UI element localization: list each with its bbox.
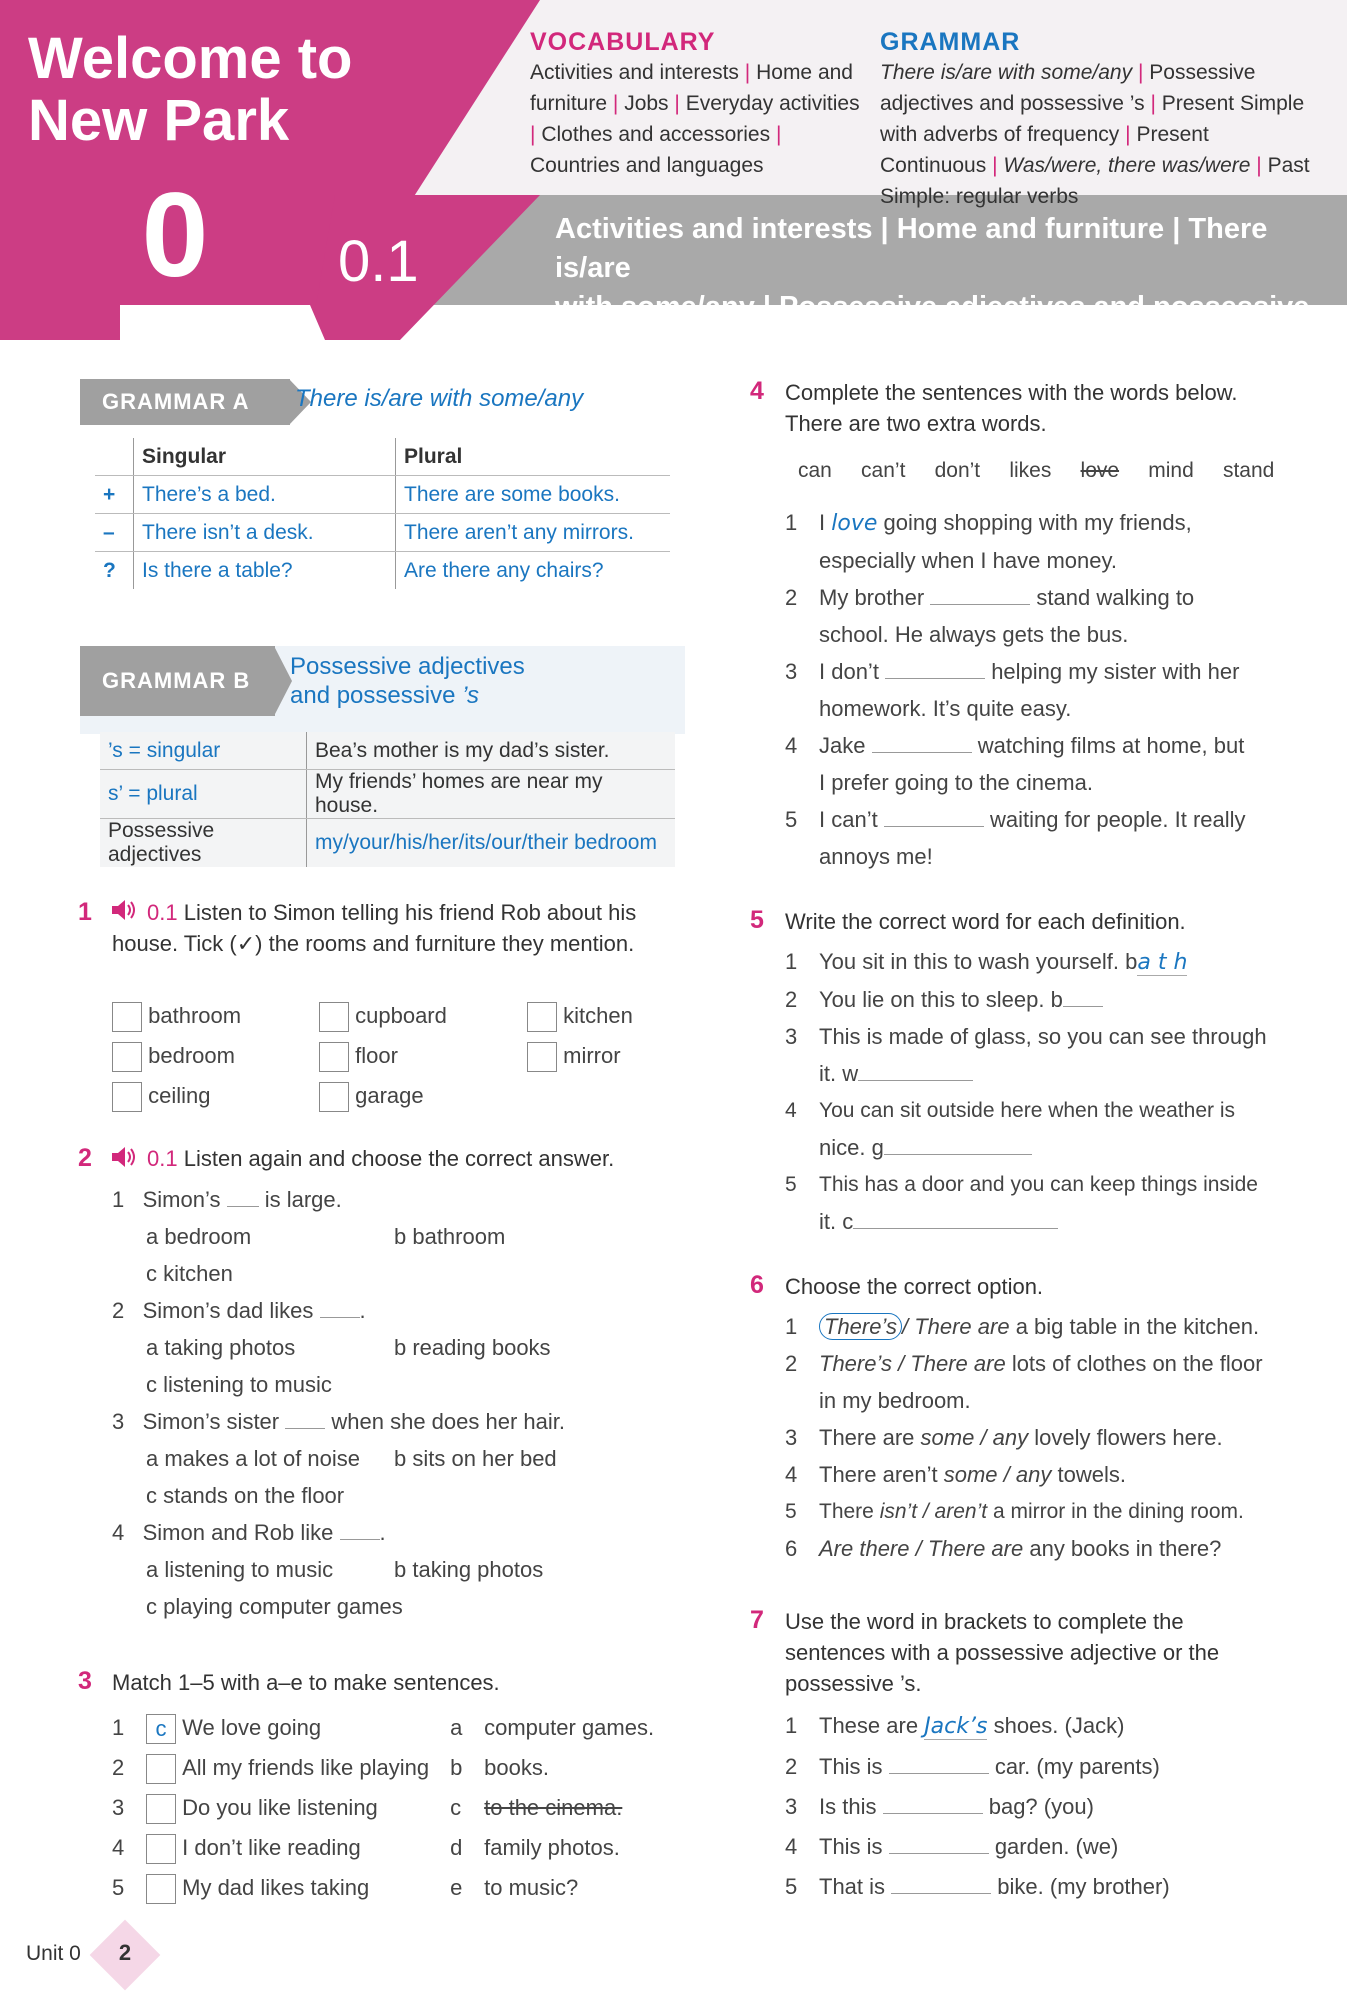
option-item: 5 There isn’t / aren’t a mirror in the dining room.	[785, 1500, 1244, 1523]
sentence-item: 3 I don’t helping my sister with her	[785, 659, 1240, 684]
option-a[interactable]: a taking photos	[146, 1335, 296, 1360]
sentence-item: 2 My brother stand walking to	[785, 585, 1195, 610]
ex5-instruction: Write the correct word for each definition.	[785, 909, 1186, 934]
answer-box[interactable]	[146, 1834, 176, 1864]
choice-text[interactable]: isn’t / aren’t	[879, 1500, 988, 1523]
option-b[interactable]: b bathroom	[394, 1224, 506, 1249]
table-row: ? Is there a table? Are there any chairs?	[95, 552, 670, 590]
ex3-instruction: Match 1–5 with a–e to make sentences.	[112, 1670, 500, 1695]
footer-unit-label: Unit 0	[26, 1942, 81, 1965]
option-b[interactable]: b reading books	[394, 1335, 551, 1360]
checkbox-item[interactable]: kitchen	[527, 997, 633, 1034]
ex6-instruction: Choose the correct option.	[785, 1274, 1044, 1299]
answer-box[interactable]: c	[146, 1714, 176, 1744]
ex3-match	[112, 1708, 702, 1908]
ex7-number: 7	[750, 1606, 764, 1634]
definition-item: 2 You lie on this to sleep. b	[785, 981, 1305, 1018]
option-item: 4 There aren’t some / any towels.	[785, 1462, 1126, 1487]
table-row: – There isn’t a desk. There aren’t any mirrors.	[95, 514, 670, 552]
option-a[interactable]: a bedroom	[146, 1224, 252, 1249]
match-row: 4 I don’t like reading d family photos.	[112, 1828, 702, 1868]
grammar-a-table	[95, 438, 670, 589]
answer-text: a t h	[1137, 950, 1188, 975]
definition-item: 1 You sit in this to wash yourself. ba t h	[785, 949, 1188, 975]
grammar-heading: GRAMMAR	[880, 28, 1021, 56]
ex1-instruction: 0.1 Listen to Simon telling his friend Rob about his house. Tick (✓) the rooms and furniture they mention.	[112, 900, 637, 956]
choice-text[interactable]: There’s / There are	[819, 1351, 1006, 1376]
vocabulary-heading: VOCABULARY	[530, 28, 716, 56]
grammar-list: There is/are with some/any | Possessive adjectives and possessive ’s | Present Simple with adverbs of frequency | Present Continuous | Was/were, there was/were | Past Simple: regular verbs	[880, 61, 1310, 208]
answer-blank[interactable]	[884, 1154, 1032, 1155]
sentence-item: 5 I can’t waiting for people. It really	[785, 807, 1246, 832]
sentence-item: 4 This is garden. (we)	[785, 1834, 1119, 1859]
audio-icon[interactable]	[110, 1145, 136, 1174]
question-item: 2 Simon’s dad likes .	[112, 1298, 366, 1323]
lesson-number: 0.1	[338, 229, 419, 294]
question-item: 3 Simon’s sister when she does her hair.	[112, 1409, 565, 1434]
grammar-b-title: Possessive adjectives and possessive ’s	[290, 653, 525, 709]
checkbox-item[interactable]: ceiling	[112, 1077, 211, 1114]
checkbox-item[interactable]: bedroom	[112, 1037, 235, 1074]
grammar-a-title: There is/are with some/any	[295, 385, 584, 412]
option-c[interactable]: c playing computer games	[146, 1594, 403, 1619]
definition-item: 4 You can sit outside here when the weather is	[785, 1099, 1235, 1122]
match-row: 5 My dad likes taking e to music?	[112, 1868, 702, 1908]
grammar-b-table	[100, 732, 675, 867]
checkbox-item[interactable]: floor	[319, 1037, 398, 1074]
sentence-item: 5 That is bike. (my brother)	[785, 1874, 1170, 1899]
option-item: 2 There’s / There are lots of clothes on the floor	[785, 1351, 1263, 1376]
unit-title: Welcome to New Park	[28, 26, 353, 153]
vocabulary-box	[530, 28, 860, 181]
page-number: 2	[118, 1940, 132, 1965]
definition-item: 5 This has a door and you can keep things inside	[785, 1173, 1258, 1196]
grammar-a-tag: GRAMMAR A	[80, 379, 290, 425]
lesson-banner: Activities and interests | Home and furniture | There is/are with some/any | Possessive adjectives and possessive ’s	[555, 213, 1310, 362]
definition-item: 3 This is made of glass, so you can see through	[785, 1024, 1267, 1049]
option-c[interactable]: c kitchen	[146, 1261, 233, 1286]
match-row: 2 All my friends like playing b books.	[112, 1748, 702, 1788]
answer-blank[interactable]	[930, 604, 1030, 605]
selected-option[interactable]: There’s	[819, 1313, 902, 1340]
option-c[interactable]: c listening to music	[146, 1372, 332, 1397]
question-item: 1 Simon’s is large.	[112, 1187, 342, 1212]
sentence-item: 2 This is car. (my parents)	[785, 1754, 1160, 1779]
ex3-number: 3	[78, 1667, 92, 1695]
table-row: ’s = singular Bea’s mother is my dad’s sister.	[100, 732, 675, 770]
table-row: + There’s a bed. There are some books.	[95, 476, 670, 514]
option-b[interactable]: b taking photos	[394, 1557, 544, 1582]
checkbox-item[interactable]: garage	[319, 1077, 424, 1114]
grammar-b-tag: GRAMMAR B	[80, 646, 275, 716]
answer-blank[interactable]	[872, 752, 972, 753]
choice-text[interactable]: some / any	[943, 1462, 1052, 1487]
match-row: 3 Do you like listening c to the cinema.	[112, 1788, 702, 1828]
answer-blank[interactable]	[891, 1893, 991, 1894]
match-row: 1 c We love going a computer games.	[112, 1708, 702, 1748]
ex2-instruction: 0.1 Listen again and choose the correct answer.	[147, 1146, 615, 1171]
option-a[interactable]: a listening to music	[146, 1557, 334, 1582]
header-singular: Singular	[134, 438, 396, 476]
option-item: 6 Are there / There are any books in there?	[785, 1536, 1222, 1561]
ex6-number: 6	[750, 1271, 764, 1299]
choice-text[interactable]: some / any	[920, 1425, 1029, 1450]
ex6-options: 1 There’s / There are a big table in the kitchen. 2 There’s / There are lots of clothes on the floor in my bedroom. 3 There are some / any lovely flowers here. 4 There aren’t some / any towels. 5 There isn’t / aren’t a mirror in the dining room. 6 Are there / There are any books in there?	[785, 1308, 1315, 1567]
sentence-item: 1 These are Jack’s shoes. (Jack)	[785, 1713, 1125, 1739]
grammar-box	[880, 28, 1310, 212]
sentence-item: 3 Is this bag? (you)	[785, 1794, 1094, 1819]
answer-box[interactable]	[146, 1754, 176, 1784]
vocabulary-list: Activities and interests | Home and furniture | Jobs | Everyday activities | Clothes and accessories | Countries and languages	[530, 61, 860, 177]
unit-number: 0	[141, 168, 209, 302]
answer-blank[interactable]	[883, 1813, 983, 1814]
sentence-item: 1 I love going shopping with my friends,	[785, 510, 1192, 536]
checkbox-item[interactable]: mirror	[527, 1037, 621, 1074]
header-plural: Plural	[396, 438, 671, 476]
answer-blank[interactable]	[884, 826, 984, 827]
answer-text: Jack’s	[924, 1714, 988, 1739]
ex2-questions	[112, 1181, 672, 1625]
answer-blank[interactable]	[1063, 1006, 1103, 1007]
ex7-sentences	[785, 1706, 1305, 1907]
answer-blank[interactable]	[853, 1228, 1058, 1229]
sentence-item: 4 Jake watching films at home, but	[785, 733, 1245, 758]
option-c[interactable]: c stands on the floor	[146, 1483, 345, 1508]
option-b[interactable]: b sits on her bed	[394, 1446, 557, 1471]
ex4-sentences: 1 I love going shopping with my friends, especially when I have money. 2 My brother stand walking to school. He always gets the bus. 3 I don’t helping my sister with her homework. It’s quite easy. 4 Jake watching films at home, but I prefer going to the cinema. 5 I can’t waiting for people. It really annoys me!	[785, 504, 1305, 875]
answer-box[interactable]	[146, 1794, 176, 1824]
answer-blank[interactable]	[858, 1080, 973, 1081]
ex5-definitions: 1 You sit in this to wash yourself. ba t h 2 You lie on this to sleep. b 3 This is made of glass, so you can see through it. w 4 You can sit outside here when the weather is nice. g 5 This has a door and you can keep things inside it. c	[785, 943, 1305, 1240]
checkbox-item[interactable]: bathroom	[112, 997, 241, 1034]
choice-text[interactable]: Are there / There are	[819, 1536, 1024, 1561]
ex7-instruction: Use the word in brackets to complete the sentences with a possessive adjective or the possessive ’s.	[785, 1609, 1220, 1696]
answer-blank[interactable]	[889, 1853, 989, 1854]
question-item: 4 Simon and Rob like .	[112, 1520, 386, 1545]
ex4-number: 4	[750, 377, 764, 405]
answer-box[interactable]	[146, 1874, 176, 1904]
option-item: 1 There’s / There are a big table in the kitchen.	[785, 1314, 1260, 1339]
answer-blank[interactable]	[889, 1773, 989, 1774]
ex4-instruction: Complete the sentences with the words below. There are two extra words.	[785, 380, 1238, 436]
table-row: Possessive adjectives my/your/his/her/its/our/their bedroom	[100, 819, 675, 868]
word-box: can can’t don’t likes love mind stand	[798, 459, 1275, 482]
table-row: s’ = plural My friends’ homes are near my house.	[100, 770, 675, 819]
option-a[interactable]: a makes a lot of noise	[146, 1446, 361, 1471]
checkbox-item[interactable]: cupboard	[319, 997, 447, 1034]
ex5-number: 5	[750, 906, 764, 934]
answer-text: love	[831, 511, 878, 536]
ex2-number: 2	[78, 1144, 92, 1172]
ex1-number: 1	[78, 898, 92, 926]
answer-blank[interactable]	[885, 678, 985, 679]
option-item: 3 There are some / any lovely flowers here.	[785, 1425, 1223, 1450]
